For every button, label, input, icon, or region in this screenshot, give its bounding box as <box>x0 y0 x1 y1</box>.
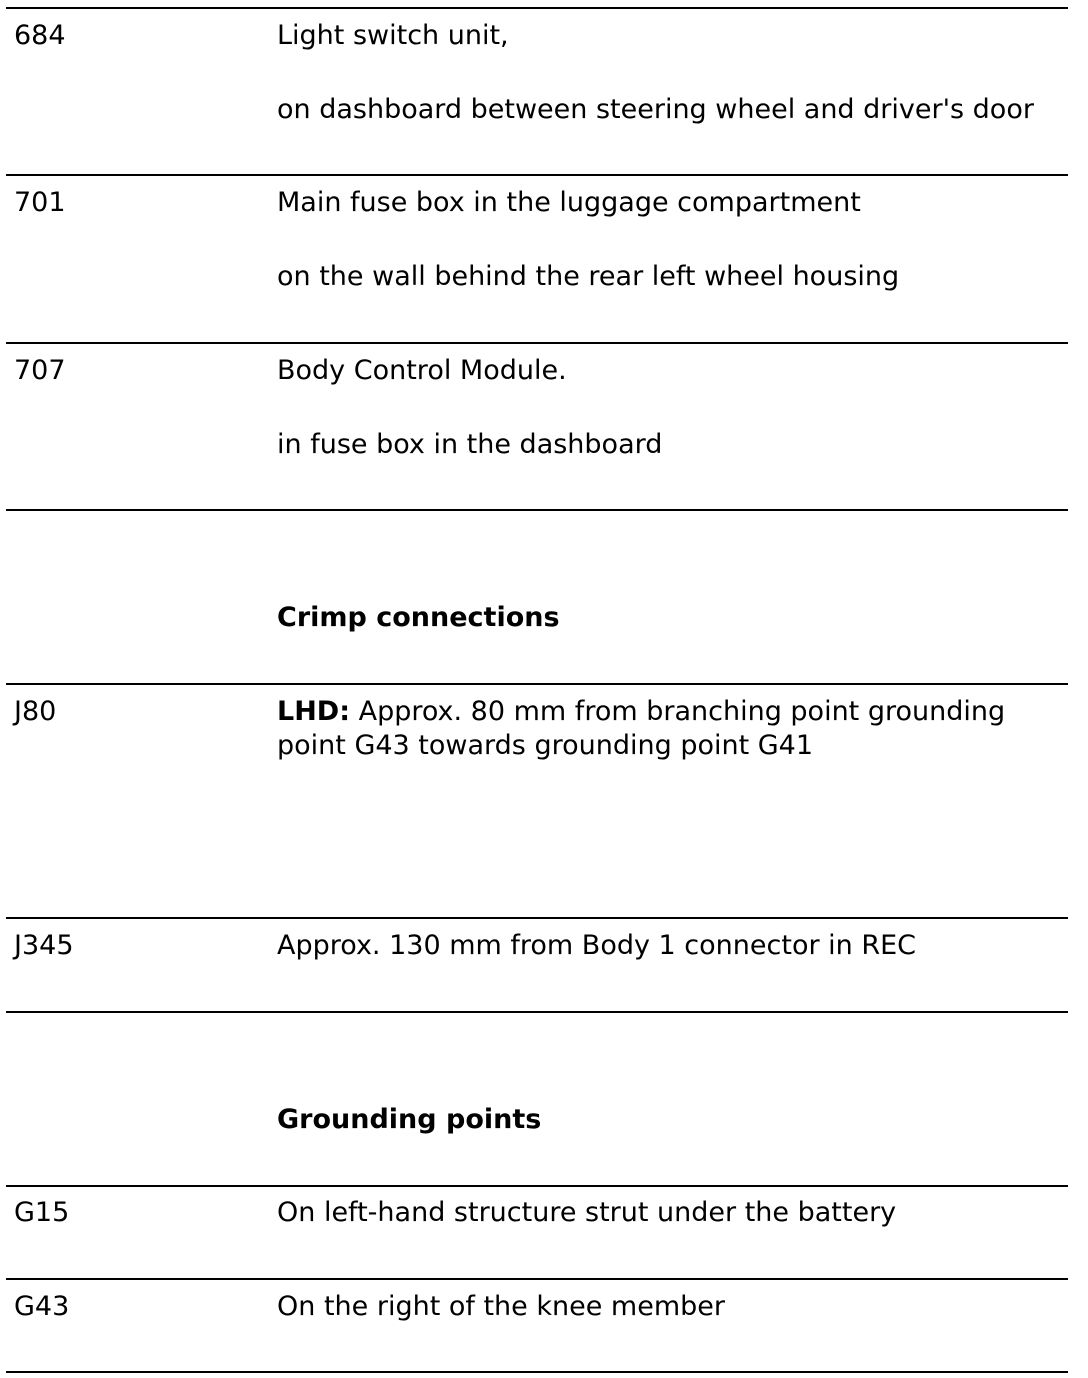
row-code: J345 <box>14 930 74 961</box>
row-description: Light switch unit, <box>277 20 509 51</box>
row-description: Main fuse box in the luggage compartment <box>277 187 861 218</box>
row-location: on the wall behind the rear left wheel housing <box>277 261 900 292</box>
row-location: in fuse box in the dashboard <box>277 429 663 460</box>
row-code: G15 <box>14 1197 70 1228</box>
row-code: J80 <box>14 696 57 727</box>
table-divider <box>6 174 1068 176</box>
row-description: Body Control Module. <box>277 355 567 386</box>
table-divider <box>6 1371 1068 1373</box>
table-divider <box>6 1278 1068 1280</box>
row-code: 701 <box>14 187 66 218</box>
table-divider <box>6 342 1068 344</box>
row-code: 684 <box>14 20 66 51</box>
row-description: Approx. 130 mm from Body 1 connector in REC <box>277 930 917 961</box>
section-heading-crimp-connections: Crimp connections <box>277 602 560 633</box>
table-divider <box>6 7 1068 9</box>
table-divider <box>6 1185 1068 1187</box>
row-prefix: LHD: <box>277 696 351 727</box>
row-description: On left-hand structure strut under the battery <box>277 1197 897 1228</box>
section-heading-grounding-points: Grounding points <box>277 1104 542 1135</box>
row-description: On the right of the knee member <box>277 1291 725 1322</box>
table-divider <box>6 683 1068 685</box>
row-location: on dashboard between steering wheel and driver's door <box>277 94 1034 125</box>
table-divider <box>6 917 1068 919</box>
row-code: G43 <box>14 1291 70 1322</box>
row-text: Approx. 80 mm from branching point grounding point G43 towards grounding point G41 <box>277 696 1006 761</box>
row-description <box>277 695 1057 763</box>
table-divider <box>6 509 1068 511</box>
table-divider <box>6 1011 1068 1013</box>
row-code: 707 <box>14 355 66 386</box>
